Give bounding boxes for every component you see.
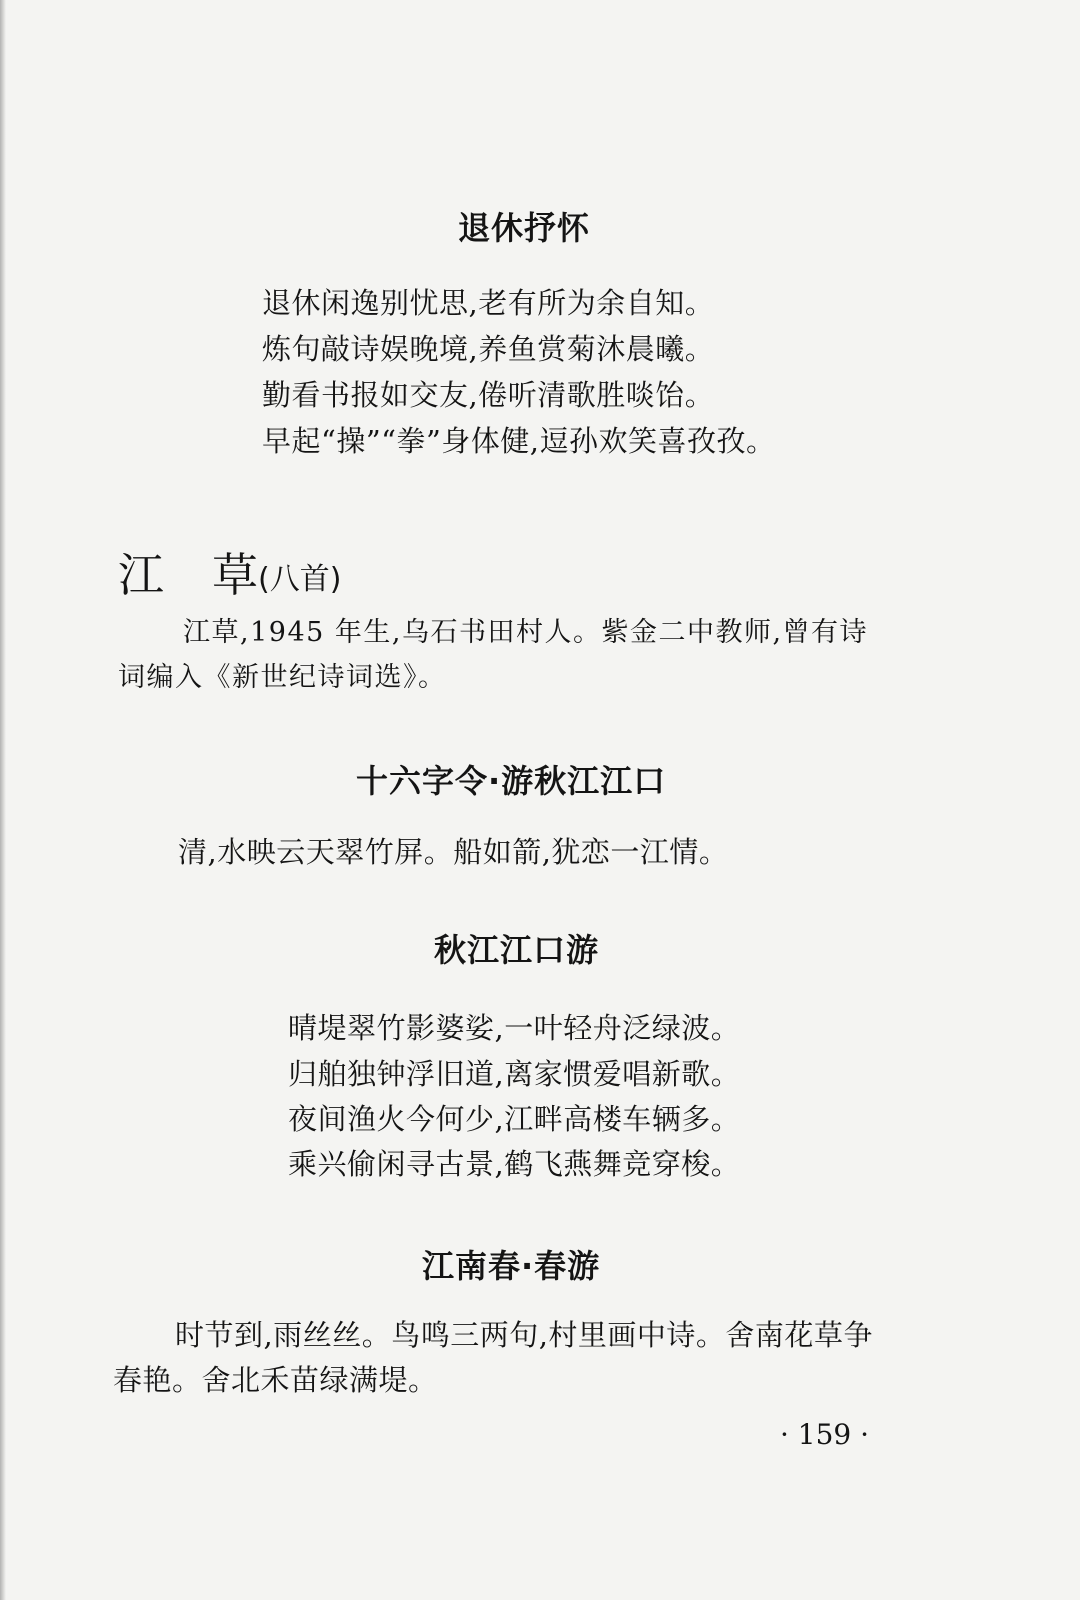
poem-line: 退休闲逸别忧思,老有所为余自知。 (262, 286, 715, 320)
poem-line: 归舶独钟浮旧道,离家惯爱唱新歌。 (288, 1057, 741, 1091)
author-name-first: 江 (118, 548, 164, 602)
poem-line: 勤看书报如交友,倦听清歌胜啖饴。 (262, 378, 715, 412)
author-heading (118, 549, 341, 606)
author-bio-line: 江草,1945 年生,乌石书田村人。紫金二中教师,曾有诗 (183, 617, 869, 648)
poem-line: 乘兴偷闲寻古景,鹤飞燕舞竞穿梭。 (288, 1147, 741, 1181)
poem-line: 炼句敲诗娱晚境,养鱼赏菊沐晨曦。 (262, 332, 715, 366)
poem-line: 晴堤翠竹影婆娑,一叶轻舟泛绿波。 (288, 1011, 741, 1045)
poem-text-line: 时节到,雨丝丝。鸟鸣三两句,村里画中诗。舍南花草争 (175, 1318, 873, 1352)
poem-text-line: 春艳。舍北禾苗绿满堤。 (113, 1363, 438, 1397)
poem-title-jiangnanchun: 江南春·春游 (422, 1247, 601, 1285)
poem-line: 早起“操”“拳”身体健,逗孙欢笑喜孜孜。 (262, 424, 776, 458)
poem-text: 清,水映云天翠竹屏。船如箭,犹恋一江情。 (178, 835, 729, 869)
poem-title-retirement: 退休抒怀 (458, 209, 591, 247)
author-bio-line: 词编入《新世纪诗词选》。 (118, 662, 447, 693)
poem-line: 夜间渔火今何少,江畔高楼车辆多。 (288, 1102, 741, 1136)
author-poem-count: (八首) (258, 562, 342, 597)
scan-edge-shadow (0, 0, 6, 1600)
page-number: · 159 · (780, 1418, 870, 1451)
author-name-second: 草 (212, 548, 258, 602)
poem-title-shiliuziling: 十六字令·游秋江江口 (356, 762, 667, 800)
poem-title-qiujiang: 秋江江口游 (434, 931, 600, 969)
